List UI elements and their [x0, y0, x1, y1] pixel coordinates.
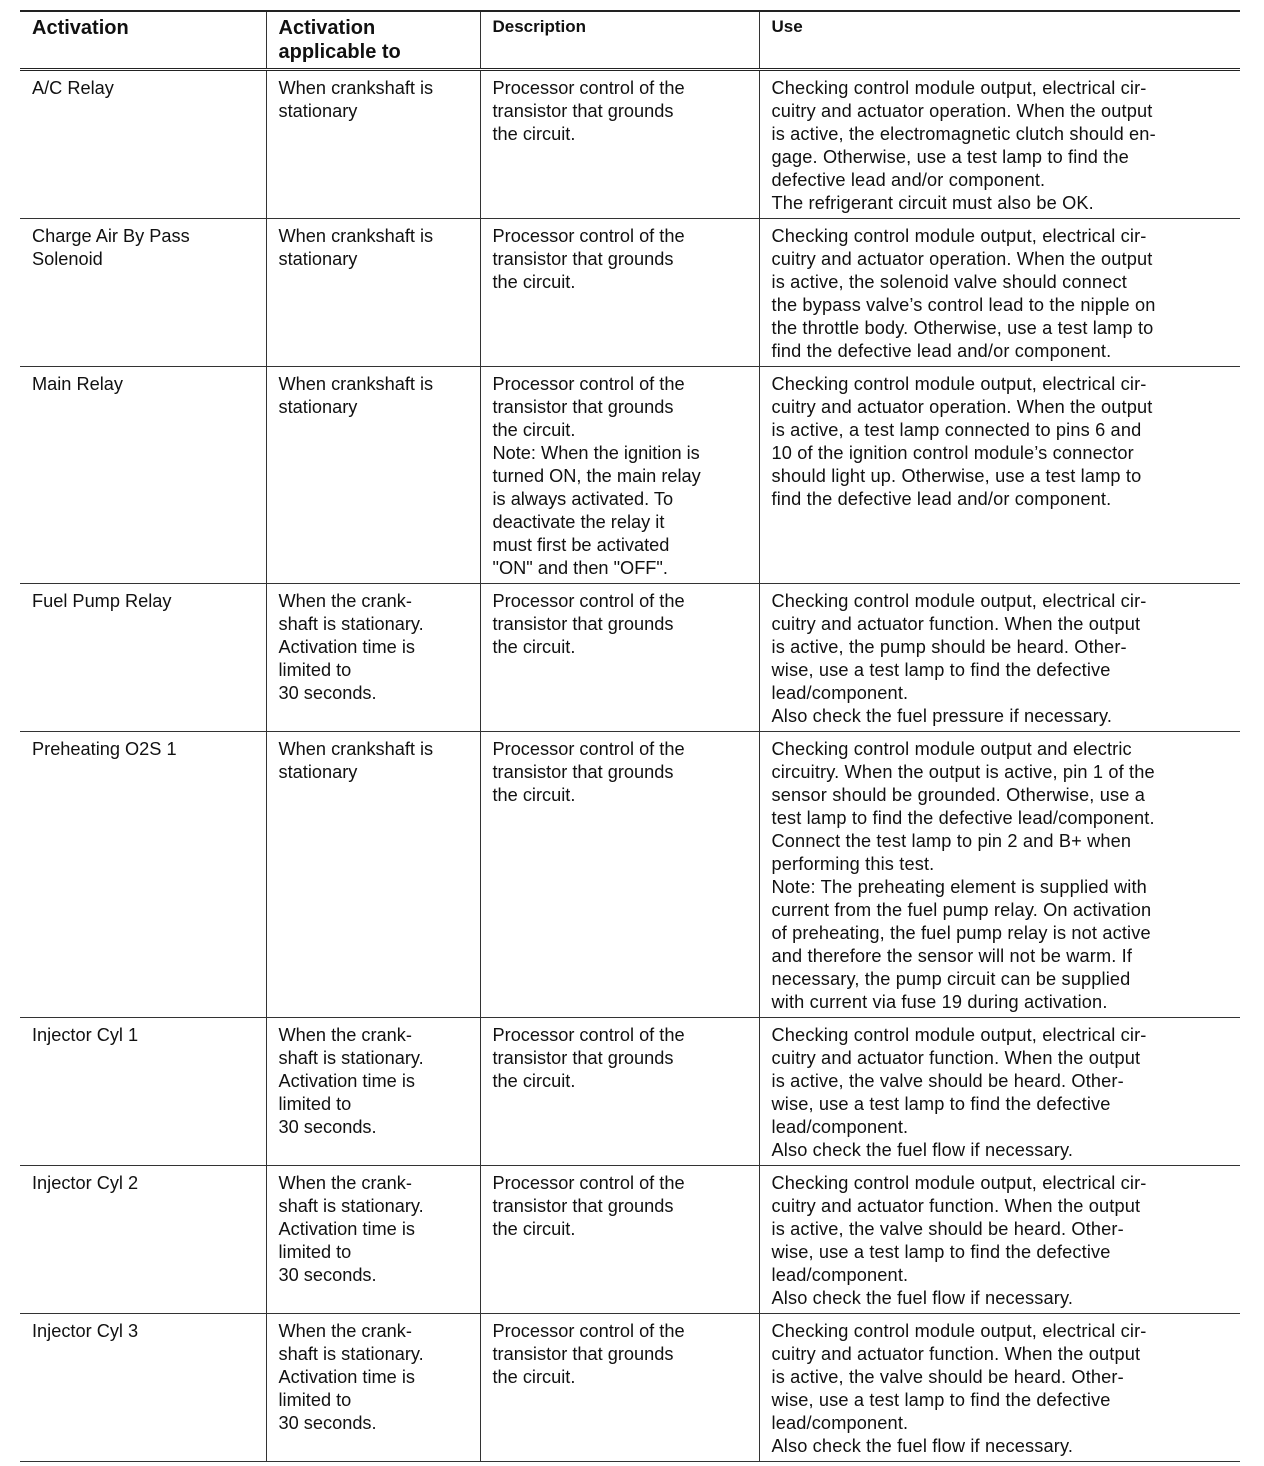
table-row: [20, 584, 1240, 732]
cell-description: Processor control of the transistor that grounds the circuit.: [480, 1314, 759, 1462]
cell-use: Checking control module output, electrical cir- cuitry and actuator operation. When the output is active, the electromagnetic clutch should en- gage. Otherwise, use a test lamp to find the defective lead and/or component. The refrigerant circuit must also be OK.: [759, 70, 1240, 219]
table-row: [20, 1314, 1240, 1462]
table-row: [20, 219, 1240, 367]
cell-use: Checking control module output, electrical cir- cuitry and actuator function. When the output is active, the pump should be heard. Other- wise, use a test lamp to find the defective lead/component. Also check the fuel pressure if necessary.: [759, 584, 1240, 732]
cell-use: Checking control module output, electrical cir- cuitry and actuator operation. When the output is active, a test lamp connected to pins 6 and 10 of the ignition control module’s connector should light up. Otherwise, use a test lamp to find the defective lead and/or component.: [759, 367, 1240, 584]
cell-applicable: When crankshaft is stationary: [266, 219, 480, 367]
header-use: Use: [759, 11, 1240, 70]
cell-activation: Main Relay: [32, 374, 123, 394]
header-applicable: Activation applicable to: [266, 11, 480, 70]
cell-activation: Injector Cyl 3: [32, 1321, 139, 1341]
header-description: Description: [480, 11, 759, 70]
table-row: [20, 70, 1240, 219]
header-row: [20, 11, 1240, 70]
cell-applicable: When crankshaft is stationary: [266, 70, 480, 219]
cell-applicable: When the crank- shaft is stationary. Activation time is limited to 30 seconds.: [266, 1166, 480, 1314]
cell-use: Checking control module output, electrical cir- cuitry and actuator function. When the output is active, the valve should be heard. Other- wise, use a test lamp to find the defective lead/component. Also check the fuel flow if necessary.: [759, 1018, 1240, 1166]
table-row: [20, 1166, 1240, 1314]
cell-description: Processor control of the transistor that grounds the circuit.: [480, 1166, 759, 1314]
cell-use: Checking control module output, electrical cir- cuitry and actuator function. When the output is active, the valve should be heard. Other- wise, use a test lamp to find the defective lead/component. Also check the fuel flow if necessary.: [759, 1166, 1240, 1314]
cell-activation: Injector Cyl 1: [32, 1025, 139, 1045]
cell-description: Processor control of the transistor that grounds the circuit. Note: When the ignition is turned ON, the main relay is always activated. To deactivate the relay it must first be activated "ON" and then "OFF".: [480, 367, 759, 584]
cell-use: Checking control module output and electric circuitry. When the output is active, pin 1 of the sensor should be grounded. Otherwise, use a test lamp to find the defective lead/component. Connect the test lamp to pin 2 and B+ when performing this test. Note: The preheating element is supplied with current from the fuel pump relay. On activation of preheating, the fuel pump relay is not active and therefore the sensor will not be warm. If necessary, the pump circuit can be supplied with current via fuse 19 during activation.: [759, 732, 1240, 1018]
cell-activation: Preheating O2S 1: [32, 739, 177, 759]
cell-description: Processor control of the transistor that grounds the circuit.: [480, 70, 759, 219]
cell-use: Checking control module output, electrical cir- cuitry and actuator function. When the output is active, the valve should be heard. Other- wise, use a test lamp to find the defective lead/component. Also check the fuel flow if necessary.: [759, 1314, 1240, 1462]
cell-use: Checking control module output, electrical cir- cuitry and actuator operation. When the output is active, the solenoid valve should connect the bypass valve’s control lead to the nipple on the throttle body. Otherwise, use a test lamp to find the defective lead and/or component.: [759, 219, 1240, 367]
cell-applicable: When crankshaft is stationary: [266, 732, 480, 1018]
cell-applicable: When the crank- shaft is stationary. Activation time is limited to 30 seconds.: [266, 1018, 480, 1166]
table-row: [20, 1018, 1240, 1166]
cell-description: Processor control of the transistor that grounds the circuit.: [480, 219, 759, 367]
cell-activation: Injector Cyl 2: [32, 1173, 139, 1193]
cell-description: Processor control of the transistor that grounds the circuit.: [480, 732, 759, 1018]
table-header: [20, 11, 1240, 70]
cell-description: Processor control of the transistor that grounds the circuit.: [480, 584, 759, 732]
table-row: [20, 732, 1240, 1018]
cell-activation: Charge Air By Pass Solenoid: [32, 226, 190, 269]
cell-applicable: When the crank- shaft is stationary. Activation time is limited to 30 seconds.: [266, 1314, 480, 1462]
cell-description: Processor control of the transistor that grounds the circuit.: [480, 1018, 759, 1166]
cell-applicable: When the crank- shaft is stationary. Activation time is limited to 30 seconds.: [266, 584, 480, 732]
header-activation: Activation: [32, 17, 129, 39]
table-body: [20, 70, 1240, 1462]
activation-table-page: [20, 10, 1240, 1462]
cell-activation: A/C Relay: [32, 78, 114, 98]
activation-table: [20, 10, 1240, 1462]
cell-applicable: When crankshaft is stationary: [266, 367, 480, 584]
cell-activation: Fuel Pump Relay: [32, 591, 172, 611]
table-row: [20, 367, 1240, 584]
